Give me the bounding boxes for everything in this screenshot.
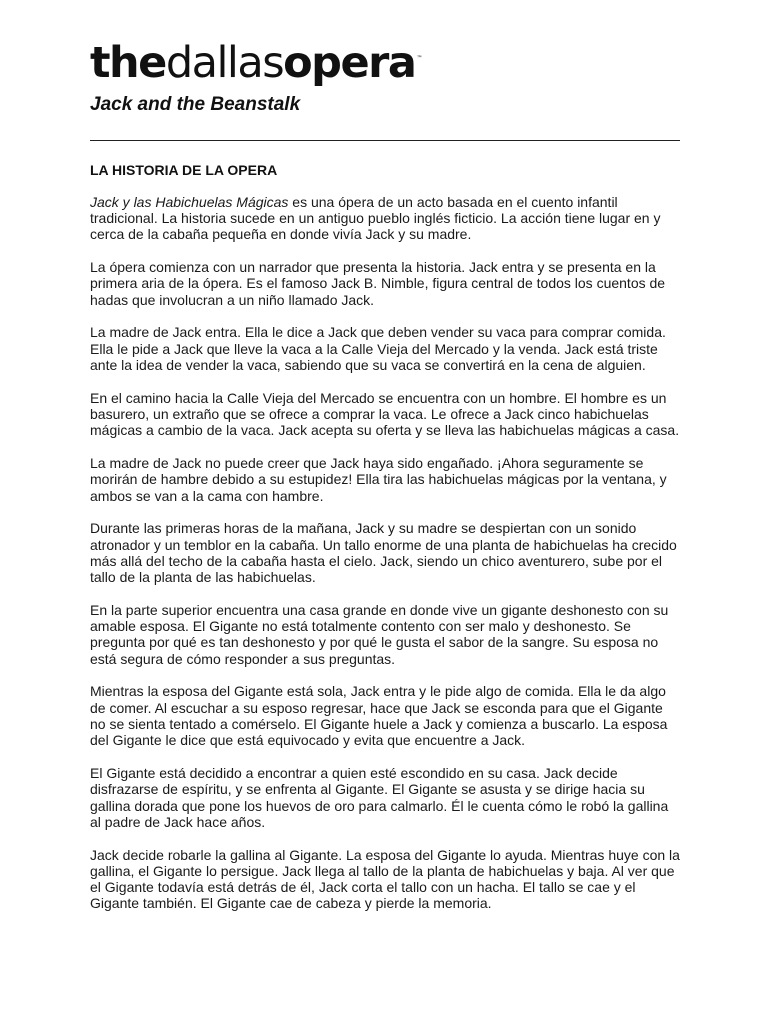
paragraph-10: Jack decide robarle la gallina al Gigante. La esposa del Gigante lo ayuda. Mientras huye con la gallina, el Gigante lo persigue. Jack llega al tallo de la planta de habichuelas y baja. Al ver que el Gigante todavía está detrás de él, Jack corta el tallo con un hacha. El tallo se cae y el Gigante también. El Gigante cae de cabeza y pierde la memoria.: [90, 846, 680, 912]
paragraph-6: Durante las primeras horas de la mañana, Jack y su madre se despiertan con un sonido atronador y un temblor en la cabaña. Un tallo enorme de una planta de habichuelas ha crecido más allá del techo de la cabaña hasta el cielo. Jack, siendo un chico aventurero, sube por el tallo de la planta de las habichuelas.: [90, 520, 677, 586]
paragraph-1-text: es una ópera de un acto basada en el cuento infantil tradicional. La historia sucede en un antiguo pueblo inglés ficticio. La acción tiene lugar en y cerca de la cabaña pequeña en donde vivía Jack y su madre.: [90, 193, 661, 243]
document-subtitle: Jack and the Beanstalk: [90, 94, 301, 115]
paragraph-9: El Gigante está decidido a encontrar a quien esté escondido en su casa. Jack decide disfrazarse de espíritu, y se enfrenta al Gigante. El Gigante se asusta y se dirige hacia su gallina dorada que pone los huevos de oro para calmarlo. Él le cuenta cómo le robó la gallina al padre de Jack hace años.: [90, 764, 669, 830]
paragraph-7: En la parte superior encuentra una casa grande en donde vive un gigante deshonesto con su amable esposa. El Gigante no está totalmente contento con ser malo y deshonesto. Se pregunta por qué es tan deshonesto y por qué le gusta el sabor de la sangre. Su esposa no está segura de cómo responder a sus preguntas.: [90, 601, 669, 667]
dallas-opera-logo: [90, 38, 682, 88]
opera-title-italic: Jack y las Habichuelas Mágicas: [90, 193, 289, 210]
story-body: [90, 194, 682, 912]
header-divider: [90, 140, 680, 141]
document-page: [90, 38, 682, 912]
paragraph-1: [90, 194, 682, 243]
logo-text-the: the: [90, 38, 166, 88]
paragraph-3: La madre de Jack entra. Ella le dice a Jack que deben vender su vaca para comprar comida. Ella le pide a Jack que lleve la vaca a la Calle Vieja del Mercado y la venda. Jack está triste ante la idea de vender la vaca, sabiendo que su vaca se convertirá en la cena de alguien.: [90, 324, 666, 373]
trademark-symbol: ™: [416, 55, 423, 62]
paragraph-4: En el camino hacia la Calle Vieja del Mercado se encuentra con un hombre. El hombre es un basurero, un extraño que se ofrece a comprar la vaca. Le ofrece a Jack cinco habichuelas mágicas a cambio de la vaca. Jack acepta su oferta y se lleva las habichuelas mágicas a casa.: [90, 389, 680, 439]
section-heading: LA HISTORIA DE LA OPERA: [90, 161, 278, 178]
paragraph-2: La ópera comienza con un narrador que presenta la historia. Jack entra y se presenta en la primera aria de la ópera. Es el famoso Jack B. Nimble, figura central de todos los cuentos de hadas que involucran a un niño llamado Jack.: [90, 259, 666, 308]
paragraph-8: Mientras la esposa del Gigante está sola, Jack entra y le pide algo de comida. Ella le da algo de comer. Al escuchar a su esposo regresar, hace que Jack se esconda para que el Gigante no se sienta tentado a comérselo. El Gigante huele a Jack y comienza a buscarlo. La esposa del Gigante le dice que está equivocado y evita que encuentre a Jack.: [90, 683, 668, 749]
logo-text-opera: opera: [283, 38, 416, 88]
logo-text-dallas: dallas: [165, 38, 284, 88]
paragraph-5: La madre de Jack no puede creer que Jack haya sido engañado. ¡Ahora seguramente se morirán de hambre debido a su estupidez! Ella tira las habichuelas mágicas por la ventana, y ambos se van a la cama con hambre.: [90, 454, 667, 504]
